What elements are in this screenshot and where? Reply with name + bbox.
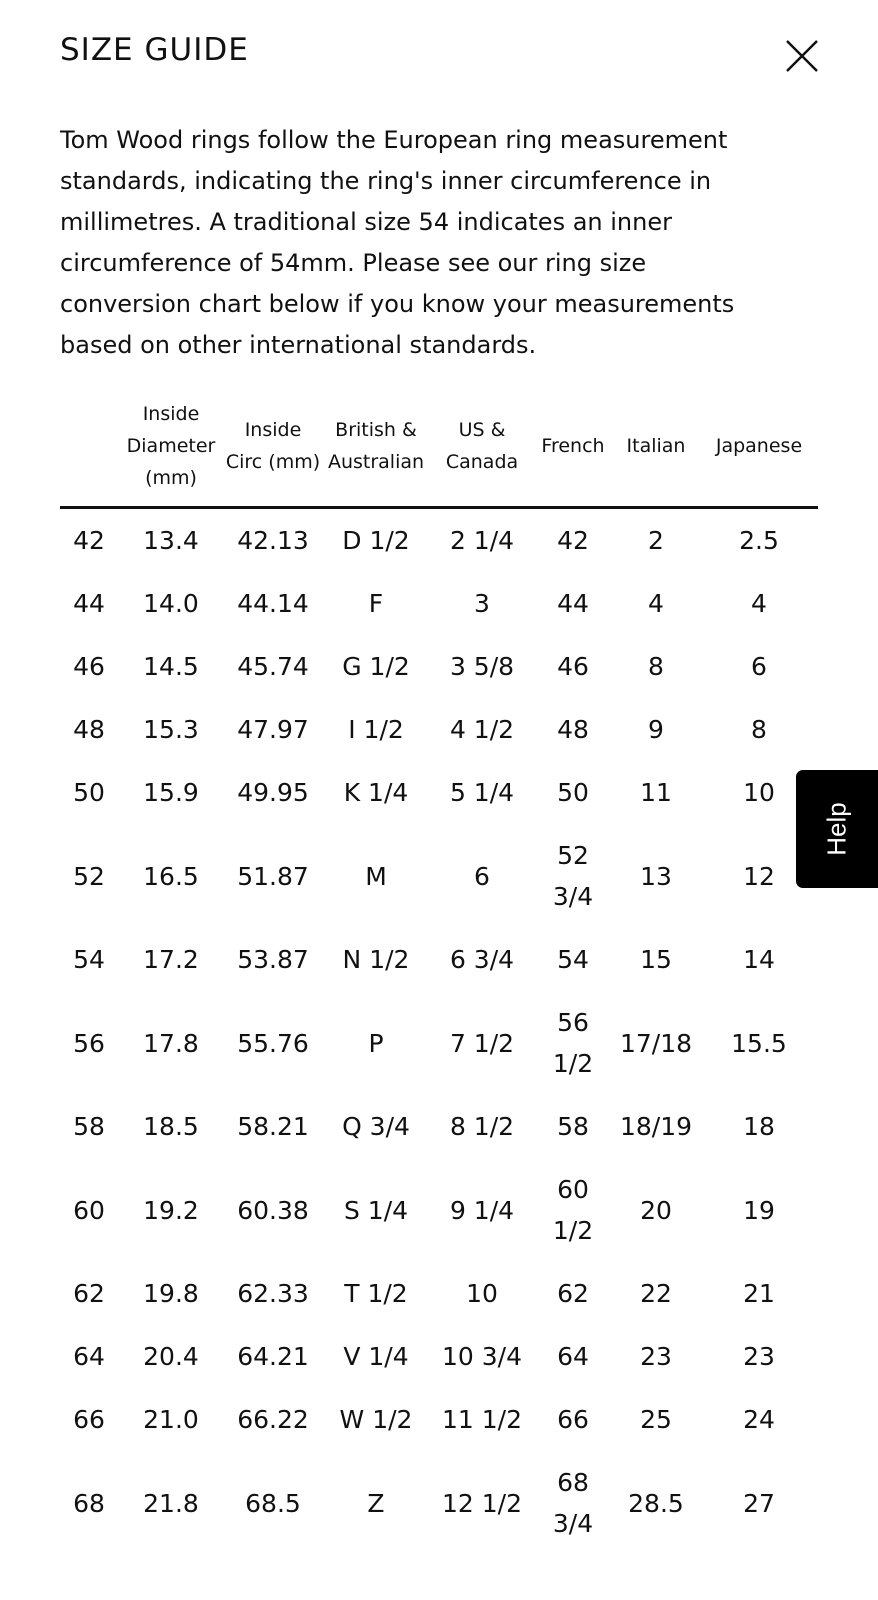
table-cell: 44 xyxy=(557,589,589,618)
table-cell: D 1/2 xyxy=(342,526,410,555)
table-cell: K 1/4 xyxy=(343,778,409,807)
table-cell: 50 xyxy=(557,778,589,807)
table-cell: 42 xyxy=(73,526,105,555)
column-header: French xyxy=(534,398,612,508)
table-cell: 62.33 xyxy=(237,1279,309,1308)
table-cell: 64 xyxy=(557,1342,589,1371)
column-header: Japanese xyxy=(700,398,818,508)
table-cell: 21.8 xyxy=(143,1488,199,1518)
table-cell: 64.21 xyxy=(237,1342,309,1371)
table-cell: Q 3/4 xyxy=(342,1112,410,1141)
table-cell: 15 xyxy=(640,945,672,974)
table-cell: I 1/2 xyxy=(348,715,404,744)
table-cell: 62 xyxy=(557,1279,589,1308)
table-cell: 15.9 xyxy=(143,778,199,807)
column-header: British & Australian xyxy=(322,398,430,508)
table-row xyxy=(60,698,818,761)
table-cell: N 1/2 xyxy=(342,945,410,974)
size-table xyxy=(60,398,818,1555)
table-cell: 62 xyxy=(73,1279,105,1308)
table-cell: 46 xyxy=(73,652,105,681)
column-header: Italian xyxy=(612,398,700,508)
table-cell: 56 xyxy=(73,1028,105,1058)
column-header: Inside Circ (mm) xyxy=(224,398,322,508)
table-cell: 10 xyxy=(743,778,775,807)
table-cell: 58 xyxy=(73,1112,105,1141)
table-cell: 14.5 xyxy=(143,652,199,681)
table-row xyxy=(60,1158,818,1262)
table-row xyxy=(60,761,818,824)
table-cell: 60 1/2 xyxy=(552,1175,594,1245)
help-button[interactable] xyxy=(796,770,878,888)
table-cell: 11 xyxy=(640,778,672,807)
table-cell: 48 xyxy=(557,715,589,744)
table-cell: 16.5 xyxy=(143,861,199,891)
intro-text: Tom Wood rings follow the European ring measurement standards, indicating the ring's inner circumference in millimetres. A traditional size 54 indicates an inner circumference of 54mm. Please see our ring size conversion chart below if you know your measurements based on other international standards. xyxy=(60,126,735,359)
table-cell: 45.74 xyxy=(237,652,309,681)
table-cell: 18.5 xyxy=(143,1112,199,1141)
table-cell: 47.97 xyxy=(237,715,309,744)
table-row xyxy=(60,991,818,1095)
table-cell: 68 xyxy=(73,1488,105,1518)
table-cell: 2 1/4 xyxy=(449,526,515,555)
table-cell: 56 1/2 xyxy=(552,1008,594,1078)
table-cell: 51.87 xyxy=(237,861,309,891)
table-cell: 6 3/4 xyxy=(449,945,515,974)
modal-title: SIZE GUIDE xyxy=(60,32,249,68)
table-cell: 42 xyxy=(557,526,589,555)
table-cell: 66 xyxy=(557,1405,589,1434)
table-cell: T 1/2 xyxy=(344,1279,408,1308)
table-cell: 54 xyxy=(557,945,589,974)
table-cell: 11 1/2 xyxy=(442,1405,522,1434)
table-cell: 12 1/2 xyxy=(442,1488,522,1518)
table-cell: 44.14 xyxy=(237,589,309,618)
table-cell: 22 xyxy=(640,1279,672,1308)
table-cell: 17/18 xyxy=(619,1028,693,1058)
table-cell: 12 xyxy=(743,861,775,891)
table-cell: G 1/2 xyxy=(342,652,410,681)
table-cell: 3 xyxy=(474,589,490,618)
table-cell: 49.95 xyxy=(237,778,309,807)
table-cell: 52 3/4 xyxy=(552,841,594,911)
table-cell: 14 xyxy=(743,945,775,974)
table-cell: 8 1/2 xyxy=(449,1112,515,1141)
table-cell: 19 xyxy=(743,1195,775,1225)
table-cell: 17.2 xyxy=(143,945,199,974)
table-cell: 13 xyxy=(640,861,672,891)
table-cell: 60.38 xyxy=(237,1195,309,1225)
table-cell: 21 xyxy=(743,1279,775,1308)
table-cell: 14.0 xyxy=(143,589,199,618)
table-cell: F xyxy=(368,589,384,618)
table-cell: 7 1/2 xyxy=(449,1028,515,1058)
table-cell: 58.21 xyxy=(237,1112,309,1141)
table-cell: 10 3/4 xyxy=(442,1342,522,1371)
table-cell: 8 xyxy=(751,715,767,744)
table-body xyxy=(60,508,818,1556)
table-cell: 23 xyxy=(640,1342,672,1371)
column-header: US & Canada xyxy=(430,398,534,508)
table-row xyxy=(60,1388,818,1451)
table-cell: 4 xyxy=(751,589,767,618)
table-row xyxy=(60,928,818,991)
table-cell: 19.2 xyxy=(143,1195,199,1225)
table-cell: 18/19 xyxy=(619,1112,693,1141)
table-cell: 28.5 xyxy=(628,1488,684,1518)
table-row xyxy=(60,1325,818,1388)
table-cell: 52 xyxy=(73,861,105,891)
table-cell: 17.8 xyxy=(143,1028,199,1058)
table-header-row xyxy=(60,398,818,508)
table-cell: 4 xyxy=(648,589,664,618)
close-icon xyxy=(784,38,820,74)
table-cell: 4 1/2 xyxy=(449,715,515,744)
table-cell: 68 3/4 xyxy=(552,1468,594,1538)
table-cell: 9 1/4 xyxy=(449,1195,515,1225)
column-header: Inside Diameter (mm) xyxy=(118,398,224,508)
table-cell: 46 xyxy=(557,652,589,681)
table-cell: 64 xyxy=(73,1342,105,1371)
table-cell: 54 xyxy=(73,945,105,974)
table-row xyxy=(60,1095,818,1158)
table-cell: S 1/4 xyxy=(343,1195,409,1225)
table-row xyxy=(60,572,818,635)
table-cell: 23 xyxy=(743,1342,775,1371)
table-row xyxy=(60,1262,818,1325)
table-cell: 3 5/8 xyxy=(449,652,515,681)
table-cell: 66.22 xyxy=(237,1405,309,1434)
table-cell: 18 xyxy=(743,1112,775,1141)
table-cell: 24 xyxy=(743,1405,775,1434)
table-cell: 19.8 xyxy=(143,1279,199,1308)
table-cell: 55.76 xyxy=(237,1028,309,1058)
table-cell: M xyxy=(365,861,387,891)
help-label: Help xyxy=(821,802,852,856)
table-cell: 27 xyxy=(743,1488,775,1518)
table-cell: 48 xyxy=(73,715,105,744)
table-cell: 60 xyxy=(73,1195,105,1225)
table-cell: 68.5 xyxy=(245,1488,301,1518)
table-cell: 15.5 xyxy=(731,1028,787,1058)
table-row xyxy=(60,635,818,698)
column-header xyxy=(60,398,118,508)
table-cell: V 1/4 xyxy=(343,1342,409,1371)
table-cell: 6 xyxy=(751,652,767,681)
table-cell: 9 xyxy=(648,715,664,744)
close-button[interactable] xyxy=(784,38,820,74)
table-cell: 21.0 xyxy=(143,1405,199,1434)
table-cell: 58 xyxy=(557,1112,589,1141)
table-cell: 13.4 xyxy=(143,526,199,555)
table-cell: Z xyxy=(367,1488,385,1518)
table-cell: 5 1/4 xyxy=(449,778,515,807)
table-cell: W 1/2 xyxy=(339,1405,413,1434)
table-cell: 10 xyxy=(466,1279,498,1308)
table-cell: 42.13 xyxy=(237,526,309,555)
table-cell: P xyxy=(368,1028,384,1058)
table-cell: 20 xyxy=(640,1195,672,1225)
table-cell: 50 xyxy=(73,778,105,807)
table-cell: 66 xyxy=(73,1405,105,1434)
table-cell: 25 xyxy=(640,1405,672,1434)
table-row xyxy=(60,1451,818,1555)
table-cell: 8 xyxy=(648,652,664,681)
table-row xyxy=(60,508,818,573)
table-cell: 20.4 xyxy=(143,1342,199,1371)
table-cell: 15.3 xyxy=(143,715,199,744)
table-cell: 6 xyxy=(474,861,490,891)
table-cell: 2 xyxy=(648,526,664,555)
table-row xyxy=(60,824,818,928)
table-cell: 44 xyxy=(73,589,105,618)
table-cell: 2.5 xyxy=(739,526,779,555)
table-cell: 53.87 xyxy=(237,945,309,974)
